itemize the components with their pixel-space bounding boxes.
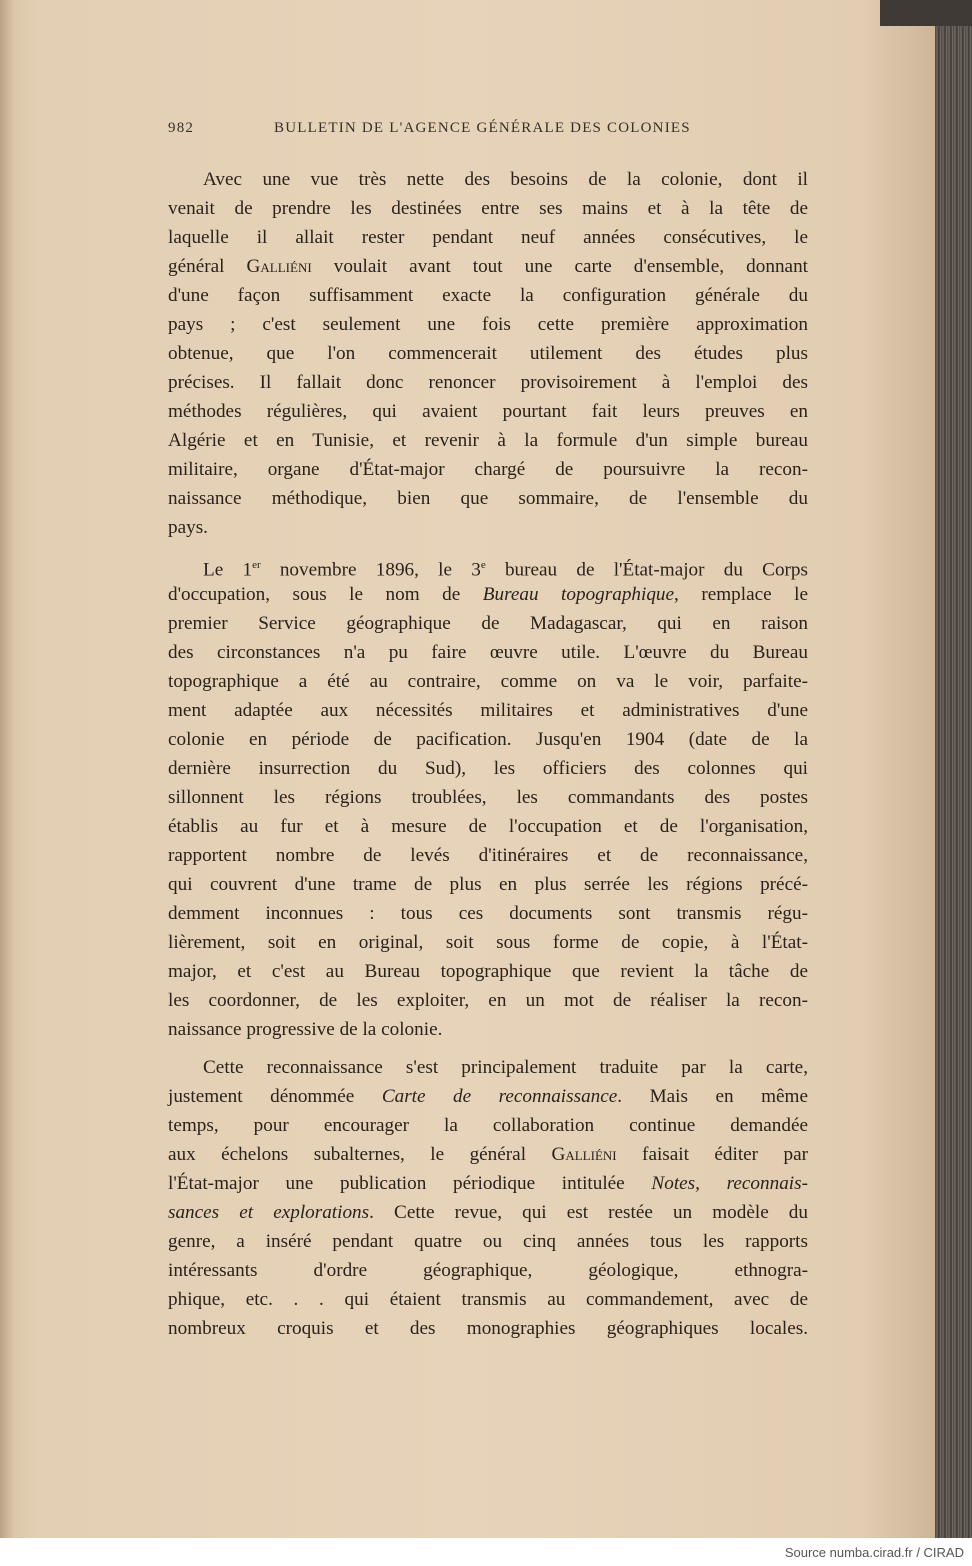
book-fore-edge — [935, 0, 972, 1538]
text-line: pays. — [168, 517, 208, 538]
text-line: nombreux croquis et des monographies géographiques locales. — [168, 1318, 808, 1339]
text-line: demment inconnues : tous ces documents sont transmis régu- — [168, 903, 808, 924]
text-fragment: , remplace le — [674, 584, 809, 605]
text-fragment: d'occupation, sous le nom de — [168, 584, 483, 605]
text-line: phique, etc. . . qui étaient transmis au commandement, avec de — [168, 1289, 808, 1310]
text-line — [168, 580, 808, 609]
text-line: obtenue, que l'on commencerait utilement des études plus — [168, 343, 808, 364]
text-line: temps, pour encourager la collaboration continue demandée — [168, 1115, 808, 1136]
page-left-shadow — [0, 0, 14, 1538]
text-fragment: aux échelons subalternes, le général — [168, 1144, 552, 1165]
text-line: genre, a inséré pendant quatre ou cinq années tous les rapports — [168, 1231, 808, 1252]
paragraph-1 — [168, 165, 808, 542]
text-line: topographique a été au contraire, comme on va le voir, parfaite- — [168, 671, 808, 692]
book-corner-shadow — [880, 0, 972, 26]
text-line: Cette reconnaissance s'est principalement traduite par la carte, — [203, 1057, 808, 1078]
text-fragment: justement dénommée — [168, 1086, 382, 1107]
text-line: Algérie et en Tunisie, et revenir à la formule d'un simple bureau — [168, 430, 808, 451]
person-name: Galliéni — [551, 1144, 617, 1165]
text-fragment: général — [168, 256, 247, 277]
text-fragment: novembre 1896, le 3 — [260, 559, 481, 581]
text-line: d'une façon suffisamment exacte la configuration générale du — [168, 285, 808, 306]
text-line — [168, 1169, 808, 1198]
text-fragment: faisait éditer par — [616, 1144, 809, 1165]
text-line — [168, 1082, 808, 1111]
italic-title: Carte de reconnaissance — [381, 1086, 618, 1107]
text-line: pays ; c'est seulement une fois cette première approximation — [168, 314, 808, 335]
text-line: naissance progressive de la colonie. — [168, 1019, 443, 1040]
text-line: militaire, organe d'État-major chargé de poursuivre la recon- — [168, 459, 808, 480]
text-line: premier Service géographique de Madagascar, qui en raison — [168, 613, 808, 634]
text-line — [168, 252, 808, 281]
text-line: des circonstances n'a pu faire œuvre utile. L'œuvre du Bureau — [168, 642, 808, 663]
text-line: venait de prendre les destinées entre ses mains et à la tête de — [168, 198, 808, 219]
superscript: e — [480, 559, 486, 571]
text-line: les coordonner, de les exploiter, en un mot de réaliser la recon- — [168, 990, 808, 1011]
text-line: intéressants d'ordre géographique, géologique, ethnogra- — [168, 1260, 808, 1281]
text-line: major, et c'est au Bureau topographique que revient la tâche de — [168, 961, 808, 982]
body-text — [168, 165, 808, 1352]
text-line: qui couvrent d'une trame de plus en plus serrée les régions précé- — [168, 874, 808, 895]
text-line: rapportent nombre de levés d'itinéraires et de reconnaissance, — [168, 845, 808, 866]
text-fragment: Le 1 — [203, 559, 253, 581]
italic-title: Notes, reconnais- — [651, 1173, 808, 1194]
text-fragment: . Cette revue, qui est restée un modèle du — [369, 1202, 808, 1223]
text-line: Avec une vue très nette des besoins de la colonie, dont il — [203, 169, 808, 190]
text-line: laquelle il allait rester pendant neuf années consécutives, le — [168, 227, 808, 248]
paragraph-2 — [168, 551, 808, 1044]
running-head — [168, 120, 808, 142]
italic-title: sances et explorations — [168, 1202, 370, 1223]
text-line — [168, 1140, 808, 1169]
text-line — [168, 1198, 808, 1227]
text-fragment: bureau de l'État-major du Corps — [485, 559, 808, 581]
source-credit: Source numba.cirad.fr / CIRAD — [784, 1545, 964, 1560]
text-line: sillonnent les régions troublées, les commandants des postes — [168, 787, 808, 808]
page-number: 982 — [168, 120, 195, 136]
text-line: colonie en période de pacification. Jusqu'en 1904 (date de la — [168, 729, 808, 750]
text-line: ment adaptée aux nécessités militaires et administratives d'une — [168, 700, 808, 721]
text-line: méthodes régulières, qui avaient pourtant fait leurs preuves en — [168, 401, 808, 422]
text-fragment: l'État-major une publication périodique intitulée — [168, 1173, 652, 1194]
text-line: précises. Il fallait donc renoncer provisoirement à l'emploi des — [168, 372, 808, 393]
person-name: Galliéni — [246, 256, 312, 277]
text-line: établis au fur et à mesure de l'occupation et de l'organisation, — [168, 816, 808, 837]
italic-title: Bureau topographique — [482, 584, 675, 605]
superscript: er — [252, 559, 261, 571]
text-line: dernière insurrection du Sud), les officiers des colonnes qui — [168, 758, 808, 779]
text-fragment: voulait avant tout une carte d'ensemble, donnant — [311, 256, 808, 277]
paragraph-3 — [168, 1053, 808, 1343]
text-line: lièrement, soit en original, soit sous forme de copie, à l'État- — [168, 932, 808, 953]
text-fragment: . Mais en même — [617, 1086, 808, 1107]
text-line — [168, 551, 808, 580]
running-title: BULLETIN DE L'AGENCE GÉNÉRALE DES COLONIES — [274, 120, 691, 136]
text-line: naissance méthodique, bien que sommaire, de l'ensemble du — [168, 488, 808, 509]
